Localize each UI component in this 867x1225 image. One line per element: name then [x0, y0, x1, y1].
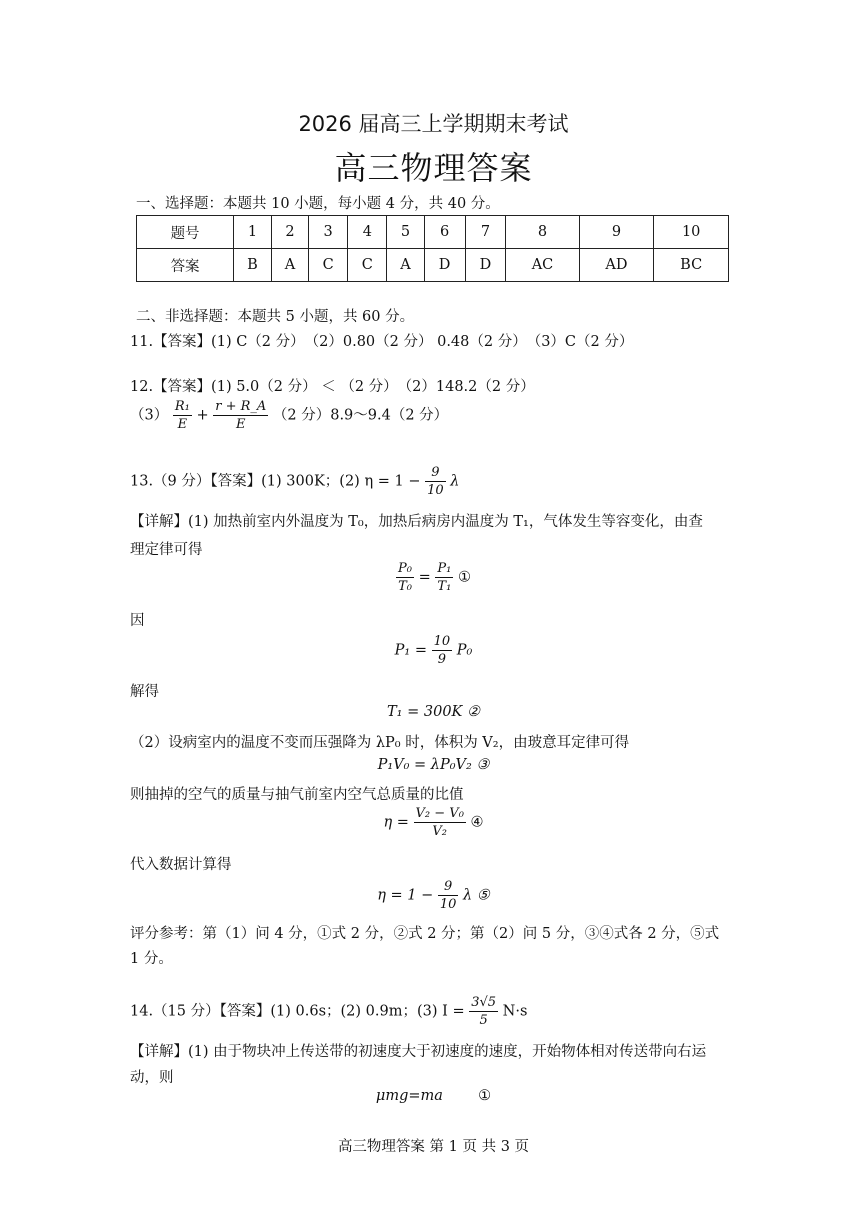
fraction: $\frac{\text{R₁}}{E}$ [174, 399, 190, 432]
table-cell: A [271, 249, 308, 282]
q13-detail-line2: 理定律可得 [130, 542, 203, 558]
plus-sign: + [196, 407, 209, 424]
fraction: $\frac{r + R\_A}{E}$ [215, 399, 267, 432]
equation-2: P₁ = $\frac{10}{9}$ P₀ [394, 634, 473, 667]
equation-3: T₁ = 300K ② [387, 704, 480, 720]
row-label: 题号 [137, 216, 234, 249]
q12-prefix: （3） [130, 407, 169, 424]
q13-part2: （2）设病室内的温度不变而压强降为 λP₀ 时，体积为 V₂，由玻意耳定律可得 [130, 735, 630, 751]
q13-ratio-text: 则抽掉的空气的质量与抽气前室内空气总质量的比值 [130, 787, 464, 803]
q14-answer: 14.（15 分）【答案】(1) 0.6s；(2) 0.9m；(3) I = $\frac{3√5}{5}$ N·s [130, 995, 528, 1028]
equation-1: $\frac{\text{P₀}}{\text{T₀}}$ = $\frac{\text{P₁}}{\text{T₁}}$ ① [398, 561, 471, 594]
q13-detail-line1: 【详解】(1) 加热前室内外温度为 T₀，加热后病房内温度为 T₁，气体发生等容变化，由查 [130, 514, 703, 530]
q14-detail-line2: 动，则 [130, 1070, 174, 1086]
equation-5: η = $\frac{\text{V₂ − V₀}}{\text{V₂}}$ ④ [383, 806, 484, 839]
table-row-answers [137, 249, 729, 282]
table-cell: 7 [465, 216, 506, 249]
q13-scoring-line1: 评分参考：第（1）问 4 分，①式 2 分，②式 2 分；第（2）问 5 分，③④式各 2 分，⑤式 [130, 926, 720, 942]
table-cell: 1 [234, 216, 272, 249]
table-row-numbers [137, 216, 729, 249]
table-cell: BC [654, 249, 729, 282]
q11-answer: 11.【答案】(1) C（2 分） （2）0.80（2 分） 0.48（2 分） （3）C（2 分） [130, 334, 634, 350]
q12-answer-line2 [130, 398, 448, 433]
document-title: 高三物理答案 [334, 149, 533, 187]
table-cell: AD [579, 249, 654, 282]
table-cell: 8 [506, 216, 579, 249]
table-cell: AC [506, 249, 579, 282]
q13-scoring-line2: 1 分。 [130, 951, 173, 967]
table-cell: 3 [309, 216, 348, 249]
fraction: $\frac{9}{10}$ [427, 465, 444, 498]
text-because: 因 [130, 613, 145, 629]
table-cell: D [465, 249, 506, 282]
text-substitute: 代入数据计算得 [130, 857, 232, 873]
section1-heading: 一、选择题：本题共 10 小题，每小题 4 分，共 40 分。 [136, 196, 500, 212]
row-label: 答案 [137, 249, 234, 282]
table-cell: A [387, 249, 424, 282]
equation-4: P₁V₀ = λP₀V₂ ③ [377, 757, 490, 773]
section2-heading: 二、非选择题：本题共 5 小题，共 60 分。 [136, 309, 415, 325]
text-solve: 解得 [130, 684, 159, 700]
table-cell: C [309, 249, 348, 282]
table-cell: 5 [387, 216, 424, 249]
q12-answer-line1: 12.【答案】(1) 5.0（2 分） ＜ （2 分） （2）148.2（2 分） [130, 379, 535, 395]
fraction: $\frac{3√5}{5}$ [471, 995, 497, 1028]
exam-title: 2026 届高三上学期期末考试 [298, 112, 569, 136]
table-cell: 9 [579, 216, 654, 249]
q14-detail-line1: 【详解】(1) 由于物块冲上传送带的初速度大于初速度的速度，开始物体相对传送带向右运 [130, 1044, 707, 1060]
table-cell: D [424, 249, 465, 282]
page-footer: 高三物理答案 第 1 页 共 3 页 [337, 1139, 530, 1155]
table-cell: 10 [654, 216, 729, 249]
q12-suffix: （2 分）8.9～9.4（2 分） [272, 407, 449, 424]
equation-q14-1: μmg=ma ① [375, 1088, 492, 1104]
q13-answer: 13.（9 分）【答案】(1) 300K；(2) η = 1 − $\frac{9}{10}$ λ [130, 465, 460, 498]
table-cell: C [348, 249, 387, 282]
table-cell: 6 [424, 216, 465, 249]
table-cell: 4 [348, 216, 387, 249]
answer-table [136, 215, 729, 282]
table-cell: 2 [271, 216, 308, 249]
table-cell: B [234, 249, 272, 282]
equation-6: η = 1 − $\frac{9}{10}$ λ ⑤ [377, 879, 490, 912]
